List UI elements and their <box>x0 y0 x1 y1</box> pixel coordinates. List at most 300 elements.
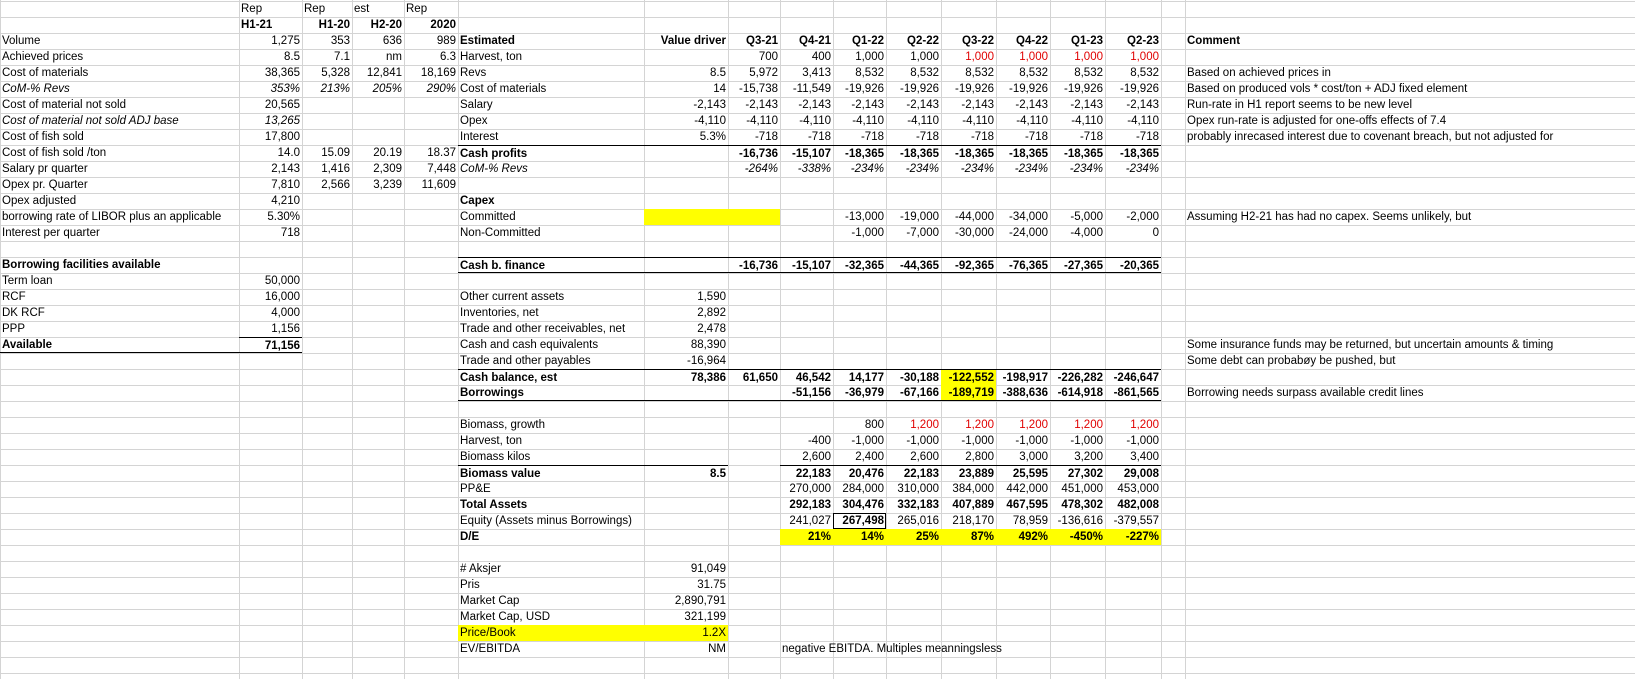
row-label[interactable]: Interest per quarter <box>2 227 100 239</box>
row-value[interactable] <box>352 113 404 129</box>
borrowing-title[interactable]: Borrowing facilities available <box>2 259 161 271</box>
capex-noncommitted-value[interactable]: -30,000 <box>954 227 994 239</box>
quarter-value[interactable]: -4,110 <box>907 115 939 127</box>
biomass-value[interactable]: 442,000 <box>1006 483 1048 495</box>
quarter-value[interactable]: -718 <box>970 131 994 143</box>
quarter-value[interactable]: 5,972 <box>749 67 778 79</box>
capex-committed-value[interactable]: -19,000 <box>899 211 939 223</box>
quarter-value[interactable]: -2,143 <box>1070 99 1103 111</box>
quarter-value[interactable]: 8,532 <box>965 67 994 79</box>
borrowings-value[interactable]: -189,719 <box>941 385 996 401</box>
biomass-value[interactable]: 304,476 <box>842 499 884 511</box>
valuation-label[interactable]: Market Cap <box>460 595 520 607</box>
biomass-value[interactable]: 25% <box>886 529 941 545</box>
biomass-value[interactable]: 23,889 <box>941 465 996 481</box>
biomass-value[interactable]: 241,027 <box>789 515 831 527</box>
biomass-value[interactable]: 22,183 <box>780 465 833 481</box>
quarter-value[interactable]: -18,365 <box>941 145 996 161</box>
row-value[interactable]: 1,416 <box>321 163 350 175</box>
row-value[interactable]: 14.0 <box>277 147 300 159</box>
row-value[interactable]: 20,565 <box>264 99 300 111</box>
cash-balance-value[interactable]: -246,647 <box>1105 369 1161 385</box>
biomass-value[interactable]: -1,000 <box>1126 435 1159 447</box>
biomass-value[interactable]: -1,000 <box>906 435 939 447</box>
row-value[interactable] <box>352 225 404 241</box>
valuation-value[interactable]: 2,890,791 <box>674 595 726 607</box>
biomass-value[interactable]: 482,008 <box>1117 499 1159 511</box>
quarter-value[interactable]: 3,413 <box>802 67 831 79</box>
quarter-value[interactable]: -234% <box>1014 163 1048 175</box>
cash-b-finance-label[interactable]: Cash b. finance <box>458 257 644 273</box>
biomass-value[interactable]: 478,302 <box>1061 499 1103 511</box>
quarter-value[interactable]: -718 <box>915 131 939 143</box>
row-label[interactable]: Volume <box>2 35 41 47</box>
quarter-value[interactable]: -18,365 <box>886 145 941 161</box>
biomass-value[interactable]: 453,000 <box>1117 483 1159 495</box>
quarter-value[interactable]: -4,110 <box>1071 115 1103 127</box>
biomass-value[interactable]: -136,616 <box>1057 515 1103 527</box>
comment[interactable]: Run-rate in H1 report seems to be new level <box>1187 99 1412 111</box>
header-value-driver[interactable]: Value driver <box>660 35 726 47</box>
row-value[interactable]: 7.1 <box>334 51 350 63</box>
capex-noncommitted-value[interactable]: -4,000 <box>1070 227 1103 239</box>
cash-balance-value[interactable]: 46,542 <box>780 369 833 385</box>
balance-label[interactable]: Cash and cash equivalents <box>460 339 599 351</box>
row-label[interactable]: Cost of fish sold /ton <box>2 147 107 159</box>
borrowing-value[interactable]: 50,000 <box>264 275 300 287</box>
quarter-value[interactable]: -19,926 <box>899 83 939 95</box>
estimate-label[interactable]: Harvest, ton <box>460 51 522 63</box>
biomass-value[interactable]: 1,200 <box>1074 419 1103 431</box>
biomass-label[interactable]: Total Assets <box>460 499 528 511</box>
quarter-value[interactable]: -2,143 <box>745 99 778 111</box>
row-value[interactable]: 18.37 <box>427 147 456 159</box>
quarter-value[interactable]: 1,000 <box>965 51 994 63</box>
valuation-label[interactable]: EV/EBITDA <box>460 643 521 655</box>
quarter-value[interactable]: -718 <box>807 131 831 143</box>
cash-balance-value[interactable]: 61,650 <box>728 369 780 385</box>
cash-balance-driver[interactable]: 78,386 <box>644 369 728 385</box>
valuation-value[interactable]: 91,049 <box>690 563 726 575</box>
quarter-value[interactable]: -15,107 <box>780 145 833 161</box>
value-driver[interactable]: 5.3% <box>699 131 726 143</box>
biomass-value[interactable]: 384,000 <box>952 483 994 495</box>
header-quarter[interactable]: Q3-22 <box>962 35 994 47</box>
capex-committed-label[interactable]: Committed <box>460 211 516 223</box>
capex-title[interactable]: Capex <box>460 195 495 207</box>
cash-b-finance-value[interactable]: -76,365 <box>996 257 1050 273</box>
header-period[interactable]: H1-20 <box>318 19 350 31</box>
quarter-value[interactable]: -18,365 <box>996 145 1050 161</box>
quarter-value[interactable]: -15,738 <box>738 83 778 95</box>
quarter-value[interactable]: -4,110 <box>1127 115 1159 127</box>
biomass-label[interactable]: PP&E <box>460 483 491 495</box>
cash-balance-label[interactable]: Cash balance, est <box>458 369 644 385</box>
capex-noncommitted-value[interactable]: 0 <box>1152 227 1159 239</box>
quarter-value[interactable]: 8,532 <box>1074 67 1103 79</box>
quarter-value[interactable]: 1,000 <box>910 51 939 63</box>
biomass-value[interactable]: 267,498 <box>833 513 886 529</box>
biomass-value[interactable]: 284,000 <box>842 483 884 495</box>
row-value[interactable] <box>302 97 352 113</box>
biomass-value[interactable]: 1,200 <box>965 419 994 431</box>
capex-noncommitted-value[interactable]: -7,000 <box>906 227 939 239</box>
row-label[interactable]: Salary pr quarter <box>2 163 88 175</box>
quarter-value[interactable]: -234% <box>1125 163 1159 175</box>
borrowings-value[interactable]: -388,636 <box>996 385 1050 401</box>
balance-value[interactable]: 2,892 <box>697 307 726 319</box>
value-driver[interactable]: 14 <box>713 83 726 95</box>
quarter-value[interactable]: -338% <box>797 163 831 175</box>
borrowings-value[interactable]: -36,979 <box>833 385 886 401</box>
borrowing-label[interactable]: DK RCF <box>2 307 45 319</box>
valuation-value[interactable]: 31.75 <box>697 579 726 591</box>
quarter-value[interactable]: -19,926 <box>1063 83 1103 95</box>
quarter-value[interactable]: -2,143 <box>961 99 994 111</box>
header-quarter[interactable]: Q3-21 <box>746 35 778 47</box>
row-label[interactable]: Cost of materials <box>2 67 89 79</box>
row-label[interactable]: CoM-% Revs <box>2 83 70 95</box>
cash-b-finance-value[interactable]: -32,365 <box>833 257 886 273</box>
header-period[interactable]: H2-20 <box>370 19 402 31</box>
borrowings-label[interactable]: Borrowings <box>458 385 644 401</box>
biomass-label[interactable]: Equity (Assets minus Borrowings) <box>460 515 632 527</box>
biomass-value[interactable]: 21% <box>780 529 833 545</box>
borrowing-label[interactable]: Available <box>0 337 239 353</box>
biomass-value[interactable]: 2,400 <box>855 451 884 463</box>
cash-balance-value[interactable]: -198,917 <box>996 369 1050 385</box>
row-value[interactable]: 17,800 <box>264 131 300 143</box>
biomass-value[interactable]: 20,476 <box>833 465 886 481</box>
balance-label[interactable]: Trade and other payables <box>460 355 591 367</box>
row-value[interactable] <box>404 225 458 241</box>
balance-label[interactable]: Inventories, net <box>460 307 539 319</box>
quarter-value[interactable]: -2,143 <box>1126 99 1159 111</box>
row-value[interactable]: nm <box>386 51 402 63</box>
capex-committed-value[interactable]: -2,000 <box>1126 211 1159 223</box>
row-value[interactable]: 4,210 <box>271 195 300 207</box>
header-quarter[interactable]: Q1-23 <box>1071 35 1103 47</box>
borrowing-label[interactable]: RCF <box>2 291 26 303</box>
capex-noncommitted-value[interactable]: -1,000 <box>851 227 884 239</box>
quarter-value[interactable]: -2,143 <box>1015 99 1048 111</box>
row-value[interactable] <box>302 129 352 145</box>
cash-b-finance-value[interactable]: -44,365 <box>886 257 941 273</box>
biomass-label[interactable]: Biomass value <box>458 465 644 481</box>
quarter-value[interactable]: -19,926 <box>1008 83 1048 95</box>
value-driver[interactable] <box>644 161 728 177</box>
row-value[interactable] <box>352 129 404 145</box>
note[interactable]: negative EBITDA. Multiples meanningsless <box>782 643 1002 655</box>
row-value[interactable]: 213% <box>320 83 350 95</box>
capex-noncommitted-label[interactable]: Non-Committed <box>460 227 541 239</box>
row-value[interactable] <box>302 225 352 241</box>
value-driver[interactable] <box>644 49 728 65</box>
biomass-value[interactable]: -400 <box>807 435 831 447</box>
row-value[interactable]: 8.5 <box>284 51 300 63</box>
cash-balance-value[interactable]: -226,282 <box>1050 369 1105 385</box>
quarter-value[interactable]: -718 <box>1135 131 1159 143</box>
row-value[interactable]: 290% <box>426 83 456 95</box>
cash-b-finance-value[interactable]: -15,107 <box>780 257 833 273</box>
biomass-driver[interactable]: 8.5 <box>644 465 728 481</box>
biomass-value[interactable]: 265,016 <box>897 515 939 527</box>
header-quarter[interactable]: Q2-23 <box>1127 35 1159 47</box>
biomass-value[interactable]: 78,959 <box>1012 515 1048 527</box>
quarter-value[interactable]: 1,000 <box>1130 51 1159 63</box>
biomass-value[interactable]: 29,008 <box>1105 465 1161 481</box>
row-value[interactable] <box>404 129 458 145</box>
value-driver[interactable]: -2,143 <box>693 99 726 111</box>
borrowings-value[interactable]: -861,565 <box>1105 385 1161 401</box>
biomass-value[interactable]: -1,000 <box>851 435 884 447</box>
quarter-value[interactable]: -718 <box>860 131 884 143</box>
biomass-value[interactable]: -1,000 <box>1015 435 1048 447</box>
capex-committed-value[interactable]: -44,000 <box>954 211 994 223</box>
header-period[interactable]: 2020 <box>430 19 456 31</box>
comment[interactable]: Based on produced vols * cost/ton + ADJ fixed element <box>1187 83 1468 95</box>
quarter-value[interactable]: -234% <box>960 163 994 175</box>
comment[interactable]: Some insurance funds may be returned, but uncertain amounts & timing <box>1187 339 1554 351</box>
quarter-value[interactable]: 700 <box>758 51 778 63</box>
biomass-value[interactable]: 407,889 <box>952 499 994 511</box>
row-value[interactable] <box>302 209 352 225</box>
comment[interactable]: Based on achieved prices in <box>1187 67 1331 79</box>
biomass-value[interactable]: 492% <box>996 529 1050 545</box>
estimate-label[interactable]: Salary <box>460 99 493 111</box>
biomass-value[interactable]: 467,595 <box>1006 499 1048 511</box>
comment[interactable]: Some debt can probabøy be pushed, but <box>1187 355 1396 367</box>
cash-b-finance-value[interactable]: -27,365 <box>1050 257 1105 273</box>
borrowing-value[interactable]: 71,156 <box>239 337 302 353</box>
row-value[interactable]: 38,365 <box>264 67 300 79</box>
quarter-value[interactable]: -18,365 <box>833 145 886 161</box>
biomass-value[interactable]: 2,800 <box>965 451 994 463</box>
cash-b-finance-value[interactable]: -92,365 <box>941 257 996 273</box>
quarter-value[interactable]: 8,532 <box>1130 67 1159 79</box>
row-value[interactable]: 353 <box>330 35 350 47</box>
cash-balance-value[interactable]: 14,177 <box>833 369 886 385</box>
quarter-value[interactable]: -4,110 <box>962 115 994 127</box>
capex-noncommitted-value[interactable]: -24,000 <box>1008 227 1048 239</box>
row-value[interactable]: 353% <box>270 83 300 95</box>
row-value[interactable]: 3,239 <box>373 179 402 191</box>
borrowing-value[interactable]: 1,156 <box>271 323 300 335</box>
quarter-value[interactable]: -4,110 <box>799 115 831 127</box>
comment[interactable]: Opex run-rate is adjusted for one-offs effects of 7.4 <box>1187 115 1447 127</box>
row-label[interactable]: Opex adjusted <box>2 195 77 207</box>
borrowings-value[interactable]: -614,918 <box>1050 385 1105 401</box>
row-value[interactable]: 11,609 <box>421 179 456 191</box>
row-value[interactable]: 18,169 <box>420 67 456 79</box>
valuation-value[interactable]: 321,199 <box>684 611 726 623</box>
cash-balance-value[interactable]: -30,188 <box>886 369 941 385</box>
quarter-value[interactable]: -16,736 <box>728 145 780 161</box>
valuation-label[interactable]: Market Cap, USD <box>460 611 551 623</box>
estimate-label[interactable]: Cash profits <box>458 145 644 161</box>
capex-committed-value[interactable]: -13,000 <box>844 211 884 223</box>
estimate-label[interactable]: CoM-% Revs <box>460 163 528 175</box>
row-label[interactable]: Cost of material not sold <box>2 99 127 111</box>
highlight-cell[interactable] <box>644 209 780 225</box>
biomass-value[interactable]: 451,000 <box>1061 483 1103 495</box>
header-estimated[interactable]: Estimated <box>460 35 515 47</box>
quarter-value[interactable]: -4,110 <box>746 115 778 127</box>
estimate-label[interactable]: Opex <box>460 115 488 127</box>
quarter-value[interactable]: -4,110 <box>852 115 884 127</box>
biomass-value[interactable]: 310,000 <box>897 483 939 495</box>
biomass-label[interactable]: D/E <box>460 531 480 543</box>
row-value[interactable]: 2,143 <box>271 163 300 175</box>
row-value[interactable]: 2,309 <box>373 163 402 175</box>
borrowing-value[interactable]: 16,000 <box>264 291 300 303</box>
quarter-value[interactable]: -2,143 <box>798 99 831 111</box>
row-value[interactable] <box>352 193 404 209</box>
row-value[interactable]: 7,448 <box>427 163 456 175</box>
row-value[interactable]: 205% <box>372 83 402 95</box>
quarter-value[interactable]: 8,532 <box>910 67 939 79</box>
header-rep[interactable]: Rep <box>304 3 326 15</box>
quarter-value[interactable]: 1,000 <box>1019 51 1048 63</box>
quarter-value[interactable]: -234% <box>1069 163 1103 175</box>
capex-committed-value[interactable]: -34,000 <box>1008 211 1048 223</box>
row-value[interactable]: 1,275 <box>271 35 300 47</box>
cash-b-finance-value[interactable]: -20,365 <box>1105 257 1161 273</box>
balance-label[interactable]: Trade and other receivables, net <box>460 323 626 335</box>
row-value[interactable] <box>302 113 352 129</box>
value-driver[interactable] <box>644 145 728 161</box>
row-value[interactable]: 12,841 <box>366 67 402 79</box>
header-period[interactable]: H1-21 <box>241 19 273 31</box>
row-label[interactable]: borrowing rate of LIBOR plus an applicable <box>2 211 222 223</box>
comment[interactable]: Assuming H2-21 has had no capex. Seems unlikely, but <box>1187 211 1472 223</box>
biomass-value[interactable]: -450% <box>1050 529 1105 545</box>
value-driver[interactable]: 8.5 <box>710 67 726 79</box>
biomass-value[interactable]: 25,595 <box>996 465 1050 481</box>
valuation-value[interactable]: 1.2X <box>644 625 728 641</box>
balance-value[interactable]: 1,590 <box>697 291 726 303</box>
quarter-value[interactable]: 8,532 <box>855 67 884 79</box>
borrowings-value[interactable]: -51,156 <box>780 385 833 401</box>
quarter-value[interactable]: 400 <box>811 51 831 63</box>
quarter-value[interactable]: -264% <box>744 163 778 175</box>
value-driver[interactable]: -4,110 <box>694 115 726 127</box>
balance-value[interactable]: 88,390 <box>690 339 726 351</box>
row-value[interactable] <box>302 193 352 209</box>
row-value[interactable] <box>404 209 458 225</box>
row-value[interactable]: 636 <box>382 35 402 47</box>
row-value[interactable]: 15.09 <box>321 147 350 159</box>
comment[interactable]: probably inrecased interest due to covenant breach, but not adjusted for <box>1187 131 1554 143</box>
row-value[interactable] <box>352 97 404 113</box>
row-value[interactable]: 6.3 <box>440 51 456 63</box>
borrowings-value[interactable]: -67,166 <box>886 385 941 401</box>
quarter-value[interactable]: -234% <box>850 163 884 175</box>
quarter-value[interactable]: -19,926 <box>1119 83 1159 95</box>
header-quarter[interactable]: Q4-22 <box>1016 35 1048 47</box>
biomass-label[interactable]: Biomass kilos <box>460 451 531 463</box>
cash-b-finance-value[interactable]: -16,736 <box>728 257 780 273</box>
biomass-value[interactable]: 292,183 <box>789 499 831 511</box>
quarter-value[interactable]: -11,549 <box>792 83 831 95</box>
biomass-value[interactable]: -1,000 <box>961 435 994 447</box>
quarter-value[interactable]: -234% <box>905 163 939 175</box>
row-value[interactable] <box>404 113 458 129</box>
biomass-value[interactable]: 1,200 <box>1019 419 1048 431</box>
comment[interactable]: Borrowing needs surpass available credit lines <box>1187 387 1424 399</box>
quarter-value[interactable]: 1,000 <box>1074 51 1103 63</box>
row-label[interactable]: Cost of fish sold <box>2 131 84 143</box>
balance-label[interactable]: Other current assets <box>460 291 565 303</box>
cell[interactable] <box>644 385 728 401</box>
biomass-value[interactable]: 218,170 <box>952 515 994 527</box>
biomass-value[interactable]: 2,600 <box>910 451 939 463</box>
header-quarter[interactable]: Q1-22 <box>852 35 884 47</box>
row-value[interactable]: 989 <box>436 35 456 47</box>
biomass-value[interactable]: 2,600 <box>802 451 831 463</box>
biomass-value[interactable]: -227% <box>1105 529 1161 545</box>
header-rep[interactable]: Rep <box>241 3 263 15</box>
borrowing-value[interactable]: 4,000 <box>271 307 300 319</box>
header-rep[interactable]: est <box>354 3 370 15</box>
balance-value[interactable]: -16,964 <box>686 355 726 367</box>
row-value[interactable]: 20.19 <box>373 147 402 159</box>
quarter-value[interactable]: -2,143 <box>906 99 939 111</box>
biomass-value[interactable]: 3,400 <box>1130 451 1159 463</box>
header-rep[interactable]: Rep <box>406 3 428 15</box>
row-value[interactable]: 5.30% <box>267 211 300 223</box>
estimate-label[interactable]: Interest <box>460 131 499 143</box>
biomass-value[interactable]: 332,183 <box>897 499 939 511</box>
biomass-value[interactable]: 800 <box>864 419 884 431</box>
row-value[interactable] <box>404 193 458 209</box>
borrowings-value[interactable] <box>728 385 780 401</box>
quarter-value[interactable]: -718 <box>754 131 778 143</box>
row-value[interactable]: 13,265 <box>264 115 300 127</box>
cell[interactable] <box>644 257 728 273</box>
biomass-value[interactable]: 22,183 <box>886 465 941 481</box>
biomass-value[interactable]: 3,200 <box>1074 451 1103 463</box>
biomass-value[interactable]: 87% <box>941 529 996 545</box>
valuation-label[interactable]: # Aksjer <box>460 563 501 575</box>
row-value[interactable]: 5,328 <box>321 67 350 79</box>
quarter-value[interactable]: -18,365 <box>1105 145 1161 161</box>
biomass-label[interactable]: Biomass, growth <box>460 419 546 431</box>
biomass-label[interactable]: Harvest, ton <box>460 435 522 447</box>
quarter-value[interactable]: -718 <box>1024 131 1048 143</box>
row-value[interactable] <box>404 97 458 113</box>
valuation-value[interactable]: NM <box>708 643 726 655</box>
valuation-label[interactable]: Price/Book <box>458 625 644 641</box>
header-comment[interactable]: Comment <box>1187 35 1241 47</box>
biomass-value[interactable]: 1,200 <box>910 419 939 431</box>
biomass-value[interactable]: 27,302 <box>1050 465 1105 481</box>
quarter-value[interactable]: -4,110 <box>1016 115 1048 127</box>
biomass-value[interactable]: 1,200 <box>1130 419 1159 431</box>
balance-value[interactable]: 2,478 <box>697 323 726 335</box>
row-value[interactable]: 2,566 <box>321 179 350 191</box>
quarter-value[interactable]: 8,532 <box>1019 67 1048 79</box>
borrowing-label[interactable]: Term loan <box>2 275 53 287</box>
cash-balance-value[interactable]: -122,552 <box>941 369 996 385</box>
quarter-value[interactable]: -19,926 <box>954 83 994 95</box>
quarter-value[interactable]: -19,926 <box>844 83 884 95</box>
borrowing-label[interactable]: PPP <box>2 323 26 335</box>
biomass-value[interactable]: 3,000 <box>1019 451 1048 463</box>
biomass-value[interactable]: -1,000 <box>1070 435 1103 447</box>
row-label[interactable]: Achieved prices <box>2 51 84 63</box>
quarter-value[interactable]: -718 <box>1079 131 1103 143</box>
